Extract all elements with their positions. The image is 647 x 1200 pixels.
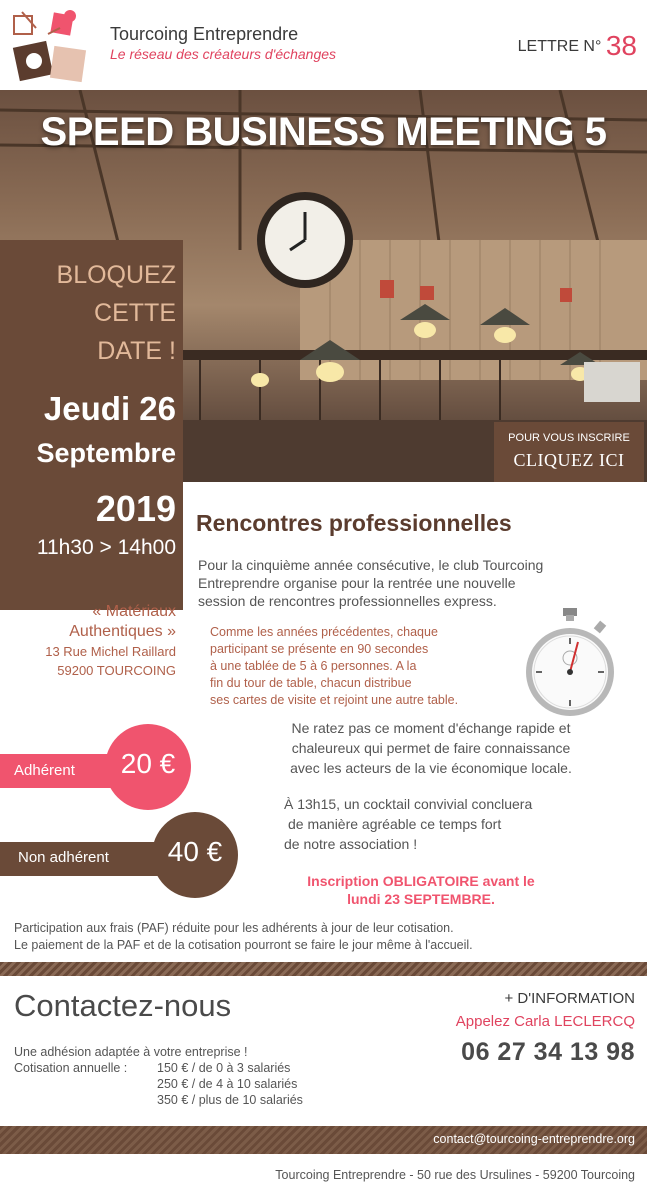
membership-intro: Une adhésion adaptée à votre entreprise ! bbox=[14, 1045, 248, 1059]
letter-number bbox=[518, 30, 637, 62]
intro-line: Pour la cinquième année consécutive, le club Tourcoing bbox=[198, 557, 544, 573]
venue bbox=[0, 602, 176, 680]
paf-line-1: Participation aux frais (PAF) réduite pour les adhérents à jour de leur cotisation. bbox=[14, 921, 454, 935]
event-title: SPEED BUSINESS MEETING 5 bbox=[40, 110, 607, 154]
footer-address: Tourcoing Entreprendre - 50 rue des Ursulines - 59200 Tourcoing bbox=[275, 1168, 635, 1182]
cocktail-line: de notre association ! bbox=[284, 836, 418, 852]
signup-button[interactable] bbox=[494, 422, 644, 482]
venue-name-line-2: Authentiques » bbox=[69, 623, 176, 640]
fee-tier: 350 € / plus de 10 salariés bbox=[157, 1093, 303, 1107]
membership-info bbox=[14, 1044, 303, 1108]
letter-number-value: 38 bbox=[605, 30, 637, 61]
details-line: ses cartes de visite et rejoint une autre table. bbox=[210, 693, 459, 707]
block-line-3: DATE ! bbox=[97, 337, 176, 365]
cocktail-paragraph bbox=[284, 794, 624, 854]
fee-tier: 150 € / de 0 à 3 salariés bbox=[157, 1061, 291, 1075]
org-name: Tourcoing Entreprendre bbox=[110, 24, 299, 44]
event-time: 11h30 > 14h00 bbox=[36, 536, 176, 559]
mandatory-line-2: lundi 23 SEPTEMBRE. bbox=[347, 891, 495, 907]
stopwatch-icon bbox=[520, 606, 620, 718]
info-label: + D'INFORMATION bbox=[504, 990, 635, 1007]
venue-name-line-1: « Matériaux bbox=[92, 603, 176, 620]
member-price-value: 20 € bbox=[120, 748, 176, 779]
details-line: Comme les années précédentes, chaque bbox=[210, 625, 438, 639]
section-title: Rencontres professionnelles bbox=[196, 510, 512, 536]
signup-click-here: CLIQUEZ ICI bbox=[513, 450, 625, 470]
fee-tier: 250 € / de 4 à 10 salariés bbox=[157, 1077, 298, 1091]
details-line: fin du tour de table, chacun distribue bbox=[210, 676, 412, 690]
dontmiss-line: avec les acteurs de la vie économique locale. bbox=[290, 760, 572, 776]
divider-stripe bbox=[0, 962, 647, 976]
nonmember-price-value: 40 € bbox=[167, 836, 223, 867]
details-line: à une tablée de 5 à 6 personnes. A la bbox=[210, 659, 417, 673]
paf-note bbox=[14, 920, 634, 954]
dontmiss-line: Ne ratez pas ce moment d'échange rapide et bbox=[291, 720, 571, 736]
org-tagline: Le réseau des créateurs d'échanges bbox=[110, 46, 337, 62]
block-line-1: BLOQUEZ bbox=[56, 261, 176, 289]
paf-line-2: Le paiement de la PAF et de la cotisation pourront se faire le jour même à l'accueil. bbox=[14, 938, 473, 952]
cocktail-line: de manière agréable ce temps fort bbox=[288, 816, 502, 832]
fee-label: Cotisation annuelle : bbox=[14, 1061, 128, 1075]
phone-number[interactable]: 06 27 34 13 98 bbox=[461, 1038, 635, 1066]
details-paragraph bbox=[210, 624, 510, 709]
event-day: Jeudi 26 bbox=[43, 390, 176, 427]
contact-email-link[interactable]: contact@tourcoing-entreprendre.org bbox=[433, 1132, 635, 1146]
logo bbox=[8, 6, 88, 86]
venue-street: 13 Rue Michel Raillard bbox=[45, 644, 176, 659]
dontmiss-line: chaleureux qui permet de faire connaissance bbox=[291, 740, 571, 756]
letter-label: LETTRE N° bbox=[517, 38, 602, 55]
signup-small-text: POUR VOUS INSCRIRE bbox=[508, 432, 630, 444]
intro-line: session de rencontres professionnelles express. bbox=[198, 593, 497, 609]
intro-paragraph bbox=[198, 556, 638, 610]
block-date-text bbox=[0, 256, 176, 370]
cocktail-line: À 13h15, un cocktail convivial concluera bbox=[284, 796, 533, 812]
mandatory-registration bbox=[268, 872, 574, 908]
block-line-2: CETTE bbox=[94, 299, 176, 327]
event-year: 2019 bbox=[95, 488, 176, 529]
details-line: participant se présente en 90 secondes bbox=[210, 642, 429, 656]
intro-line: Entreprendre organise pour la rentrée une nouvelle bbox=[198, 575, 516, 591]
event-month: Septembre bbox=[36, 438, 176, 468]
mandatory-line-1: Inscription OBLIGATOIRE avant le bbox=[307, 873, 535, 889]
nonmember-price-label: Non adhérent bbox=[18, 849, 109, 866]
info-block bbox=[456, 990, 635, 1067]
venue-city: 59200 TOURCOING bbox=[57, 663, 176, 678]
member-price-label: Adhérent bbox=[14, 762, 75, 779]
contact-title: Contactez-nous bbox=[14, 988, 232, 1023]
dontmiss-paragraph bbox=[226, 718, 636, 778]
call-contact: Appelez Carla LECLERCQ bbox=[455, 1013, 635, 1030]
